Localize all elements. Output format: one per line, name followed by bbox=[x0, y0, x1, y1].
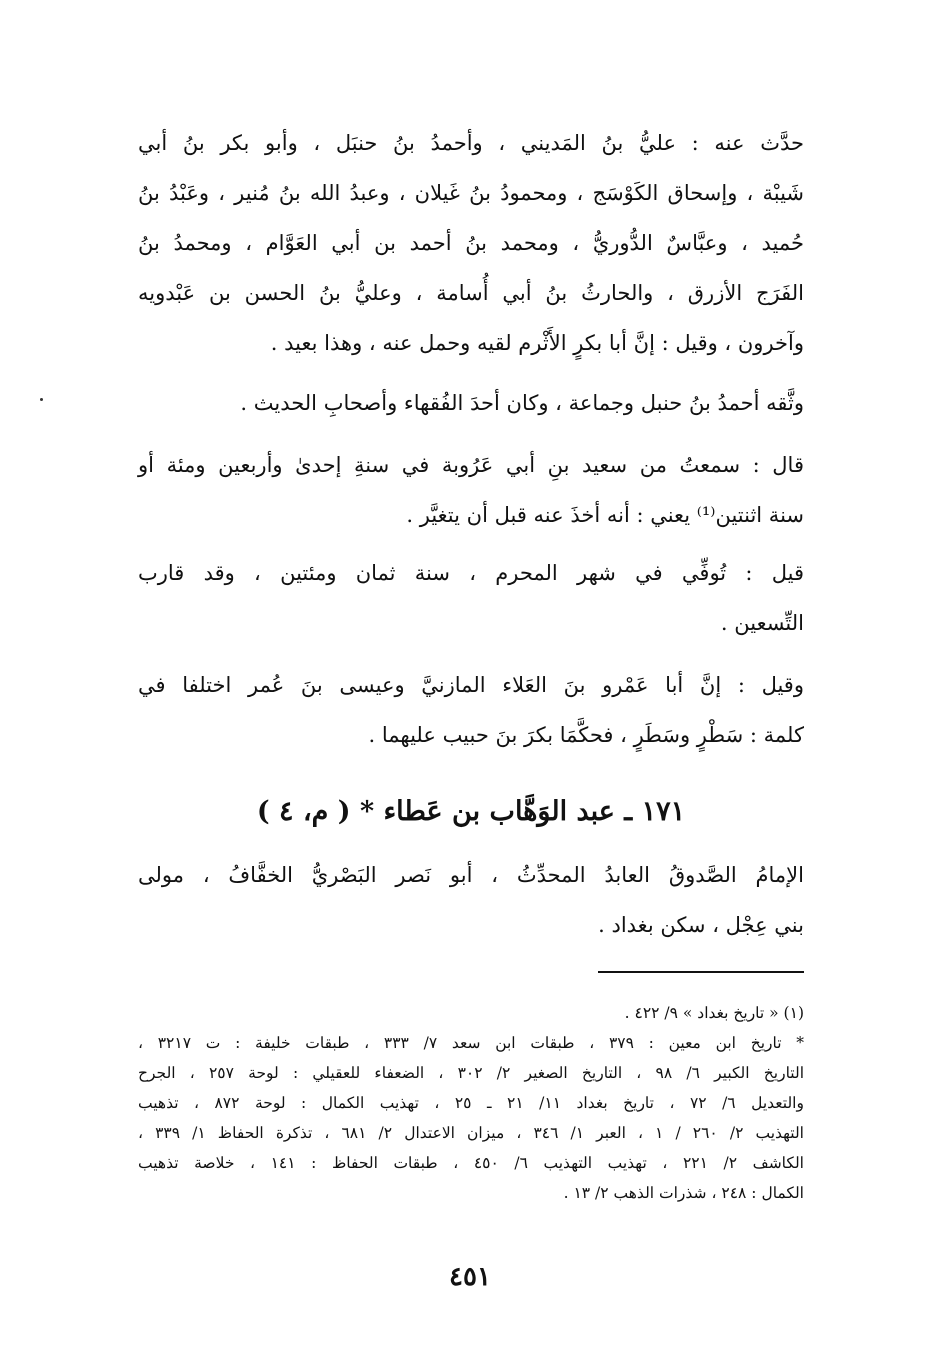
footnote-line: * تاريخ ابن معين : ٣٧٩ ، طبقات ابن سعد ٧/ ٣٣٣ ، طبقات خليفة : ت ٣٢١٧ ، bbox=[138, 1034, 805, 1052]
text-line: شَيبْة ، وإسحاق الكَوْسَج ، ومحمودُ بنُ غَيلان ، وعبدُ الله بنُ مُنير ، وعَبْدُ بنُ bbox=[138, 181, 804, 205]
paragraph-trust bbox=[138, 378, 804, 428]
paragraph-anecdote bbox=[138, 660, 804, 760]
footnote-divider bbox=[598, 971, 804, 973]
text-line: الفَرَج الأزرق ، والحارثُ بنُ أبي أُسامة ، وعليُّ بنُ الحسن بن عَبْدويه bbox=[138, 281, 804, 305]
footnote-line: الكمال : ٢٤٨ ، شذرات الذهب ٢/ ١٣ . bbox=[563, 1184, 804, 1202]
text-line: وآخرون ، وقيل : إنَّ أبا بكرٍ الأَثْرم لقيه وحمل عنه ، وهذا بعيد . bbox=[270, 331, 804, 355]
footnote-line: (١) « تاريخ بغداد » ٩/ ٤٢٢ . bbox=[624, 1004, 804, 1022]
text-line: كلمة : سَطْرٍ وسَطَرٍ ، فحكَّمَا بكرَ بنَ حبيب عليهما . bbox=[368, 723, 804, 747]
paragraph-narrators bbox=[138, 118, 804, 368]
text-line: التِّسعين . bbox=[720, 611, 804, 635]
text-line: وقيل : إنَّ أبا عَمْرو بنَ العَلاء المازنيَّ وعيسى بنَ عُمر اختلفا في bbox=[138, 673, 804, 697]
text-line: حدَّث عنه : عليُّ بنُ المَديني ، وأحمدُ بنُ حنبَل ، وأبو بكر بنُ أبي bbox=[138, 131, 804, 155]
text-line: قيل : تُوفِّي في شهر المحرم ، سنة ثمان ومئتين ، وقد قارب bbox=[138, 561, 804, 585]
text-line: حُميد ، وعبَّاسٌ الدُّوريُّ ، ومحمد بنُ أحمد بن أبي العَوَّام ، ومحمدُ بنُ bbox=[138, 231, 804, 255]
footnotes bbox=[138, 998, 804, 1208]
text-line: سنة اثنتين⁽¹⁾ يعني : أنه أخذَ عنه قبل أن يتغيَّر . bbox=[406, 503, 804, 527]
text-line: الإمامُ الصَّدوقُ العابدُ المحدِّثُ ، أبو نَصر البَصْريُّ الخفَّافُ ، مولى bbox=[138, 863, 804, 887]
text-line: بني عِجْل ، سكن بغداد . bbox=[598, 913, 804, 937]
page-number: ٤٥١ bbox=[449, 1262, 491, 1292]
stray-mark bbox=[40, 398, 43, 401]
entry-heading: ١٧١ ـ عبد الوَهَّاب بن عَطاء * ( م، ٤ ) bbox=[256, 796, 686, 827]
footnote-line: التهذيب ٢/ ٢٦٠ / ١ ، العبر ١/ ٣٤٦ ، ميزان الاعتدال ٢/ ٦٨١ ، تذكرة الحفاظ ١/ ٣٣٩ ، bbox=[138, 1124, 804, 1142]
text-line: وثَّقه أحمدُ بنُ حنبل وجماعة ، وكان أحدَ الفُقهاء وأصحابِ الحديث . bbox=[240, 391, 804, 415]
paragraph-death bbox=[138, 548, 804, 648]
footnote-line: الكاشف ٢/ ٢٢١ ، تهذيب التهذيب ٦/ ٤٥٠ ، طبقات الحفاظ : ١٤١ ، خلاصة تذهيب bbox=[138, 1154, 804, 1172]
text-line: قال : سمعتُ من سعيد بنِ أبي عَرُوبة في سنةِ إحدىٰ وأربعين ومئة أو bbox=[138, 453, 804, 477]
paragraph-entry-intro bbox=[138, 850, 804, 950]
footnote-line: التاريخ الكبير ٦/ ٩٨ ، التاريخ الصغير ٢/ ٣٠٢ ، الضعفاء للعقيلي : لوحة ٢٥٧ ، الجرح bbox=[138, 1064, 805, 1082]
footnote-line: والتعديل ٦/ ٧٢ ، تاريخ بغداد ١١/ ٢١ ـ ٢٥ ، تهذيب الكمال : لوحة ٨٧٢ ، تذهيب bbox=[138, 1094, 804, 1112]
paragraph-said bbox=[138, 440, 804, 540]
